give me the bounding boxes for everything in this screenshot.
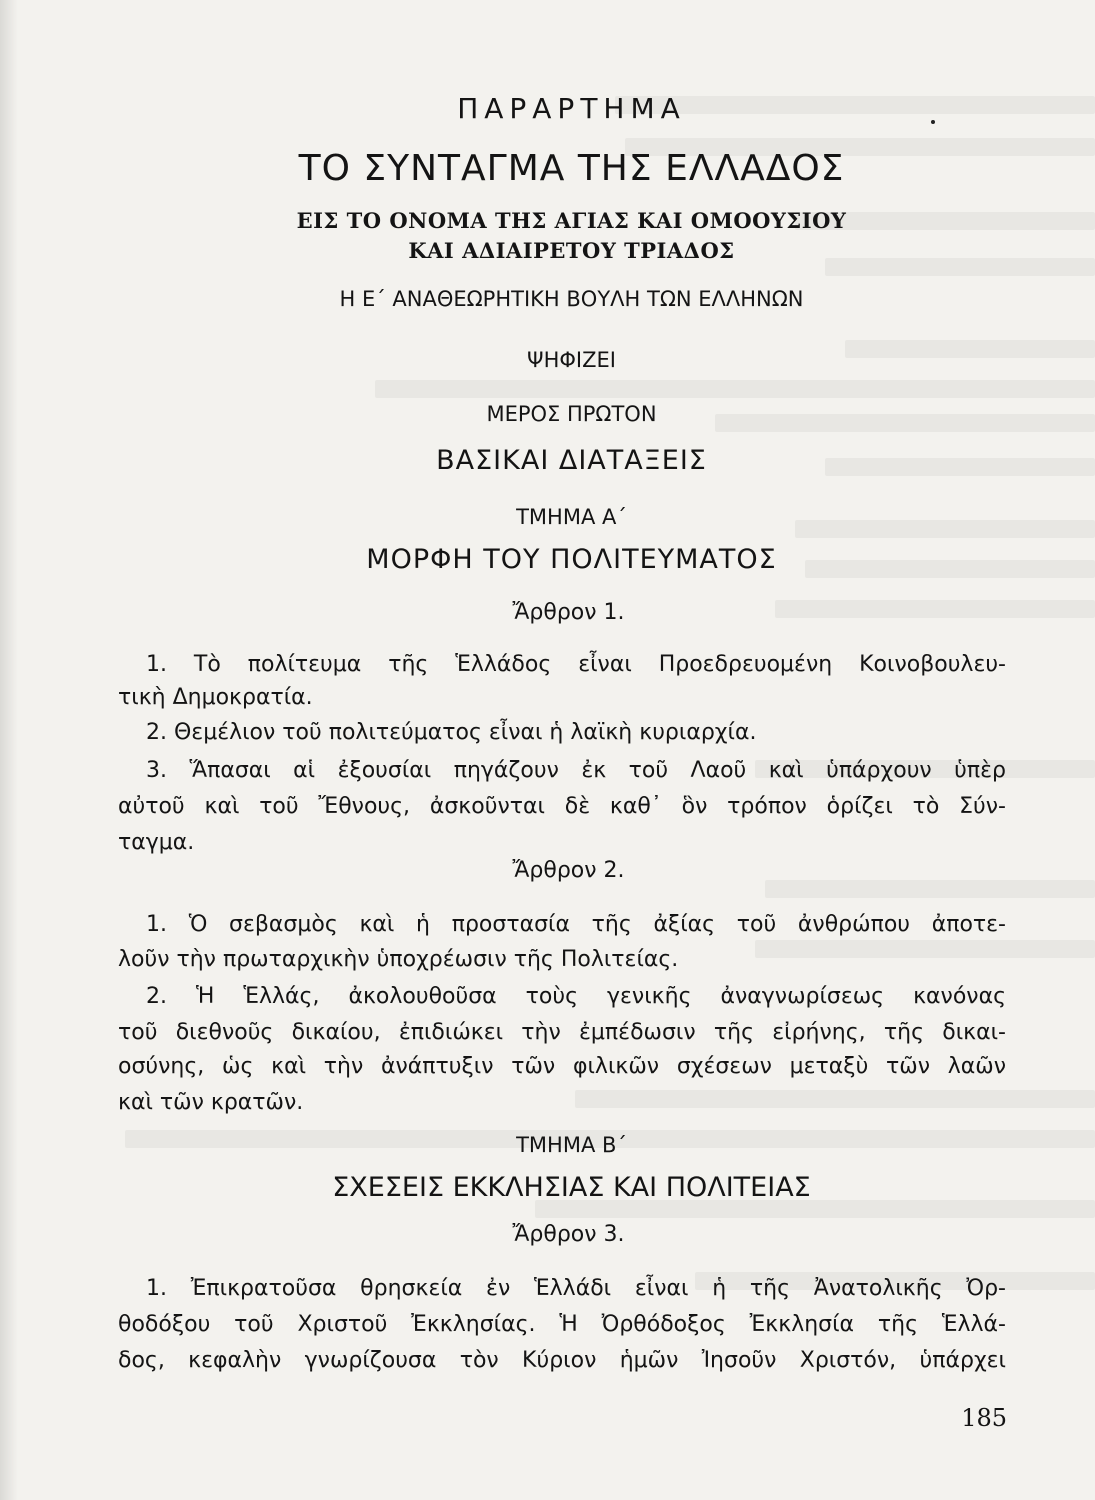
section-b-label: ΤΜΗΜΑ Β΄ — [516, 1133, 627, 1157]
article-2-heading: Ἄρθρον 2. — [512, 858, 625, 883]
article-2-line: οσύνης, ὡς καὶ τὴν ἀνάπτυξιν τῶν φιλικῶν σχέσεων μεταξὺ τῶν λαῶν — [118, 1054, 1006, 1079]
article-3-line: δος, κεφαλὴν γνωρίζουσα τὸν Κύριον ἡμῶν Ἰησοῦν Χριστόν, ὑπάρχει — [118, 1348, 1006, 1373]
article-1-heading: Ἄρθρον 1. — [512, 600, 625, 625]
page-number: 185 — [961, 1404, 1007, 1432]
article-3-line: 1. Ἐπικρατοῦσα θρησκεία ἐν Ἑλλάδι εἶναι ἡ τῆς Ἀνατολικῆς Ὀρ- — [146, 1276, 1006, 1301]
appendix-title: ΠΑΡΑΡΤΗΜΑ — [457, 92, 686, 125]
invocation-line-1: ΕΙΣ ΤΟ ΟΝΟΜΑ ΤΗΣ ΑΓΙΑΣ ΚΑΙ ΟΜΟΟΥΣΙΟΥ — [296, 208, 847, 233]
article-2-line: 2. Ἡ Ἑλλάς, ἀκολουθοῦσα τοὺς γενικῆς ἀναγνωρίσεως κανόνας — [146, 984, 1006, 1009]
article-1-line: 3. Ἅπασαι αἱ ἐξουσίαι πηγάζουν ἐκ τοῦ Λαοῦ καὶ ὑπάρχουν ὑπὲρ — [146, 758, 1006, 783]
parliament-line: Η Ε΄ ΑΝΑΘΕΩΡΗΤΙΚΗ ΒΟΥΛΗ ΤΩΝ ΕΛΛΗΝΩΝ — [339, 287, 804, 311]
article-1-line: αὐτοῦ καὶ τοῦ Ἔθνους, ἀσκοῦνται δὲ καθ᾽ ὃν τρόπον ὁρίζει τὸ Σύν- — [118, 794, 1006, 819]
part-title: ΒΑΣΙΚΑΙ ΔΙΑΤΑΞΕΙΣ — [436, 445, 707, 476]
article-3-heading: Ἄρθρον 3. — [512, 1222, 625, 1247]
votes-line: ΨΗΦΙΖΕΙ — [527, 348, 616, 372]
section-a-label: ΤΜΗΜΑ Α΄ — [516, 505, 627, 529]
article-2-line: λοῦν τὴν πρωταρχικὴν ὑποχρέωσιν τῆς Πολιτείας. — [118, 947, 679, 972]
article-1-line: τικὴ Δημοκρατία. — [118, 685, 313, 710]
article-2-line: καὶ τῶν κρατῶν. — [118, 1090, 304, 1115]
section-b-title: ΣΧΕΣΕΙΣ ΕΚΚΛΗΣΙΑΣ ΚΑΙ ΠΟΛΙΤΕΙΑΣ — [332, 1172, 811, 1203]
part-label: ΜΕΡΟΣ ΠΡΩΤΟΝ — [486, 402, 657, 426]
article-2-line: 1. Ὁ σεβασμὸς καὶ ἡ προστασία τῆς ἀξίας τοῦ ἀνθρώπου ἀποτε- — [146, 912, 1006, 937]
invocation-line-2: ΚΑΙ ΑΔΙΑΙΡΕΤΟΥ ΤΡΙΑΔΟΣ — [408, 238, 735, 263]
article-1-line: 2. Θεμέλιον τοῦ πολιτεύματος εἶναι ἡ λαϊκὴ κυριαρχία. — [146, 720, 757, 745]
article-2-line: τοῦ διεθνοῦς δικαίου, ἐπιδιώκει τὴν ἐμπέδωσιν τῆς εἰρήνης, τῆς δικαι- — [118, 1020, 1006, 1045]
article-1-line: ταγμα. — [118, 830, 195, 855]
constitution-title: ΤΟ ΣΥΝΤΑΓΜΑ ΤΗΣ ΕΛΛΑΔΟΣ — [298, 148, 845, 189]
section-a-title: ΜΟΡΦΗ ΤΟΥ ΠΟΛΙΤΕΥΜΑΤΟΣ — [366, 544, 777, 575]
article-1-line: 1. Τὸ πολίτευμα τῆς Ἑλλάδος εἶναι Προεδρευομένη Κοινοβουλευ- — [146, 652, 1006, 677]
article-3-line: θοδόξου τοῦ Χριστοῦ Ἐκκλησίας. Ἡ Ὀρθόδοξος Ἐκκλησία τῆς Ἑλλά- — [118, 1312, 1006, 1337]
